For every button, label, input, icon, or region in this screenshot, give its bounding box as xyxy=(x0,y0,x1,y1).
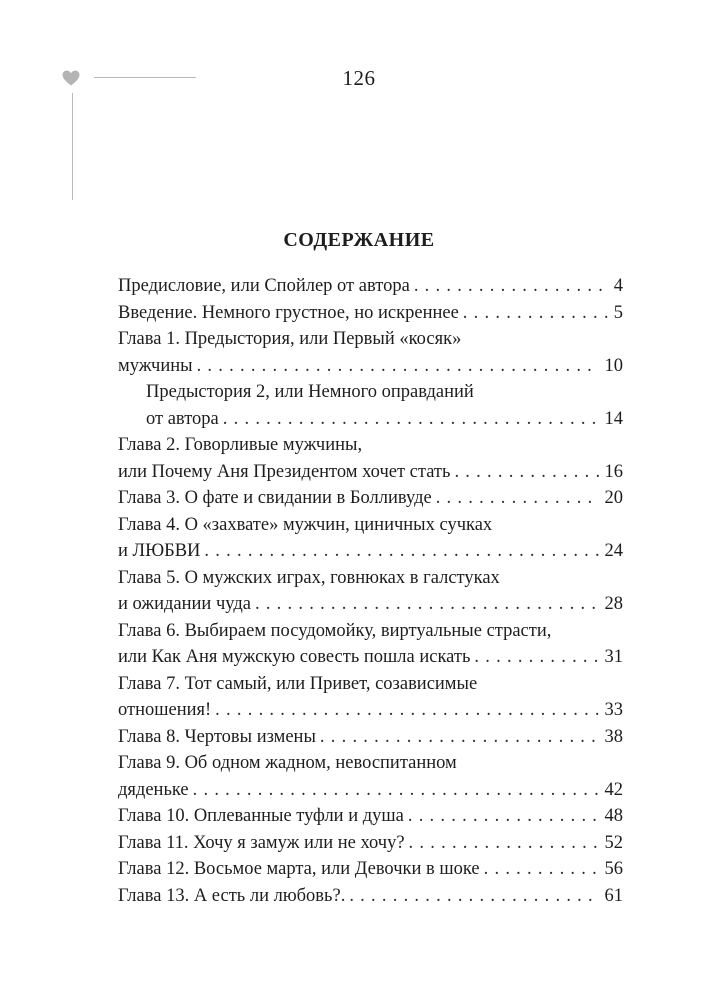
toc-entry-page: 52 xyxy=(604,832,623,853)
toc-entry[interactable] xyxy=(118,512,623,565)
table-of-contents xyxy=(118,273,623,909)
toc-entry-title-line: Глава 4. О «захвате» мужчин, циничных сучках xyxy=(118,514,493,535)
dot-leader xyxy=(223,406,599,433)
toc-entry[interactable] xyxy=(118,618,623,671)
toc-entry-title-line: Глава 1. Предыстория, или Первый «косяк» xyxy=(118,329,462,349)
toc-entry-title-line: Глава 5. О мужских играх, говнюках в галстуках xyxy=(118,567,500,588)
toc-entry[interactable] xyxy=(118,432,623,485)
dot-leader xyxy=(197,353,599,380)
toc-entry-page: 48 xyxy=(604,806,623,826)
page-number: 126 xyxy=(342,66,376,90)
toc-entry[interactable] xyxy=(118,326,623,379)
dot-leader xyxy=(408,803,599,830)
toc-entry[interactable] xyxy=(118,379,623,432)
toc-entry-title-line: от автора xyxy=(146,408,219,429)
toc-entry[interactable] xyxy=(118,803,623,830)
toc-entry-title-line: Глава 12. Восьмое марта, или Девочки в шоке xyxy=(118,859,480,879)
dot-leader xyxy=(474,644,598,671)
toc-entry[interactable] xyxy=(118,883,623,910)
toc-entry-title-line: или Как Аня мужскую совесть пошла искать xyxy=(118,647,471,667)
dot-leader xyxy=(484,856,599,883)
toc-entry-page: 4 xyxy=(613,276,623,296)
toc-entry[interactable] xyxy=(118,565,623,618)
toc-entry-page: 38 xyxy=(604,726,623,747)
toc-entry-page: 33 xyxy=(604,700,623,720)
toc-entry-title-line: Глава 11. Хочу я замуж или не хочу? xyxy=(118,832,405,853)
toc-entry-title-line: Глава 6. Выбираем посудомойку, виртуальные страсти, xyxy=(118,620,552,641)
toc-entry[interactable] xyxy=(118,485,623,512)
dot-leader xyxy=(255,591,599,618)
toc-entry[interactable] xyxy=(118,724,623,751)
toc-entry[interactable] xyxy=(118,273,623,300)
toc-entry-page: 28 xyxy=(604,594,623,614)
toc-entry-page: 14 xyxy=(604,408,623,429)
toc-entry-title-line: Глава 7. Тот самый, или Привет, созависимые xyxy=(118,673,478,694)
toc-entry-page: 61 xyxy=(604,885,623,906)
toc-entry-page: 16 xyxy=(604,461,623,482)
toc-entry-title-line: Глава 3. О фате и свидании в Болливуде xyxy=(118,488,432,508)
toc-entry-page: 10 xyxy=(604,355,623,376)
dot-leader xyxy=(215,697,598,724)
toc-entry-title-line: мужчины xyxy=(118,355,193,376)
toc-entry-title-line: Глава 8. Чертовы измены xyxy=(118,726,316,747)
toc-entry[interactable] xyxy=(118,750,623,803)
toc-entry-title-line: Глава 13. А есть ли любовь?. xyxy=(118,885,346,906)
toc-entry-title-line: Глава 2. Говорливые мужчины, xyxy=(118,435,363,455)
toc-entry-title-line: Введение. Немного грустное, но искреннее xyxy=(118,302,459,323)
toc-entry[interactable] xyxy=(118,671,623,724)
toc-entry-page: 5 xyxy=(613,302,623,323)
dot-leader xyxy=(193,777,599,804)
toc-entry-page: 56 xyxy=(604,859,623,879)
toc-entry-page: 20 xyxy=(604,488,623,508)
dot-leader xyxy=(414,273,608,300)
toc-entry-title-line: и ожидании чуда xyxy=(118,594,251,614)
toc-entry-title-line: дяденьке xyxy=(118,779,189,800)
toc-entry-page: 42 xyxy=(604,779,623,800)
toc-entry-title-line: Предыстория 2, или Немного оправданий xyxy=(146,382,474,402)
toc-entry[interactable] xyxy=(118,300,623,327)
dot-leader xyxy=(204,538,598,565)
toc-entry-title-line: и ЛЮБВИ xyxy=(118,541,201,561)
toc-entry-title-line: или Почему Аня Президентом хочет стать xyxy=(118,461,451,482)
dot-leader xyxy=(454,459,598,486)
dot-leader xyxy=(463,300,608,327)
margin-rule xyxy=(72,93,73,200)
toc-entry-title-line: отношения! xyxy=(118,700,212,720)
toc-entry-page: 31 xyxy=(604,647,623,667)
dot-leader xyxy=(409,830,599,857)
toc-entry-title-line: Предисловие, или Спойлер от автора xyxy=(118,276,410,296)
toc-entry[interactable] xyxy=(118,856,623,883)
dot-leader xyxy=(349,883,598,910)
toc-title: СОДЕРЖАНИЕ xyxy=(283,229,435,251)
toc-entry-title-line: Глава 9. Об одном жадном, невоспитанном xyxy=(118,753,457,773)
dot-leader xyxy=(436,485,599,512)
toc-entry-title-line: Глава 10. Оплеванные туфли и душа xyxy=(118,806,404,826)
dot-leader xyxy=(320,724,599,751)
toc-entry[interactable] xyxy=(118,830,623,857)
toc-entry-page: 24 xyxy=(604,541,623,561)
